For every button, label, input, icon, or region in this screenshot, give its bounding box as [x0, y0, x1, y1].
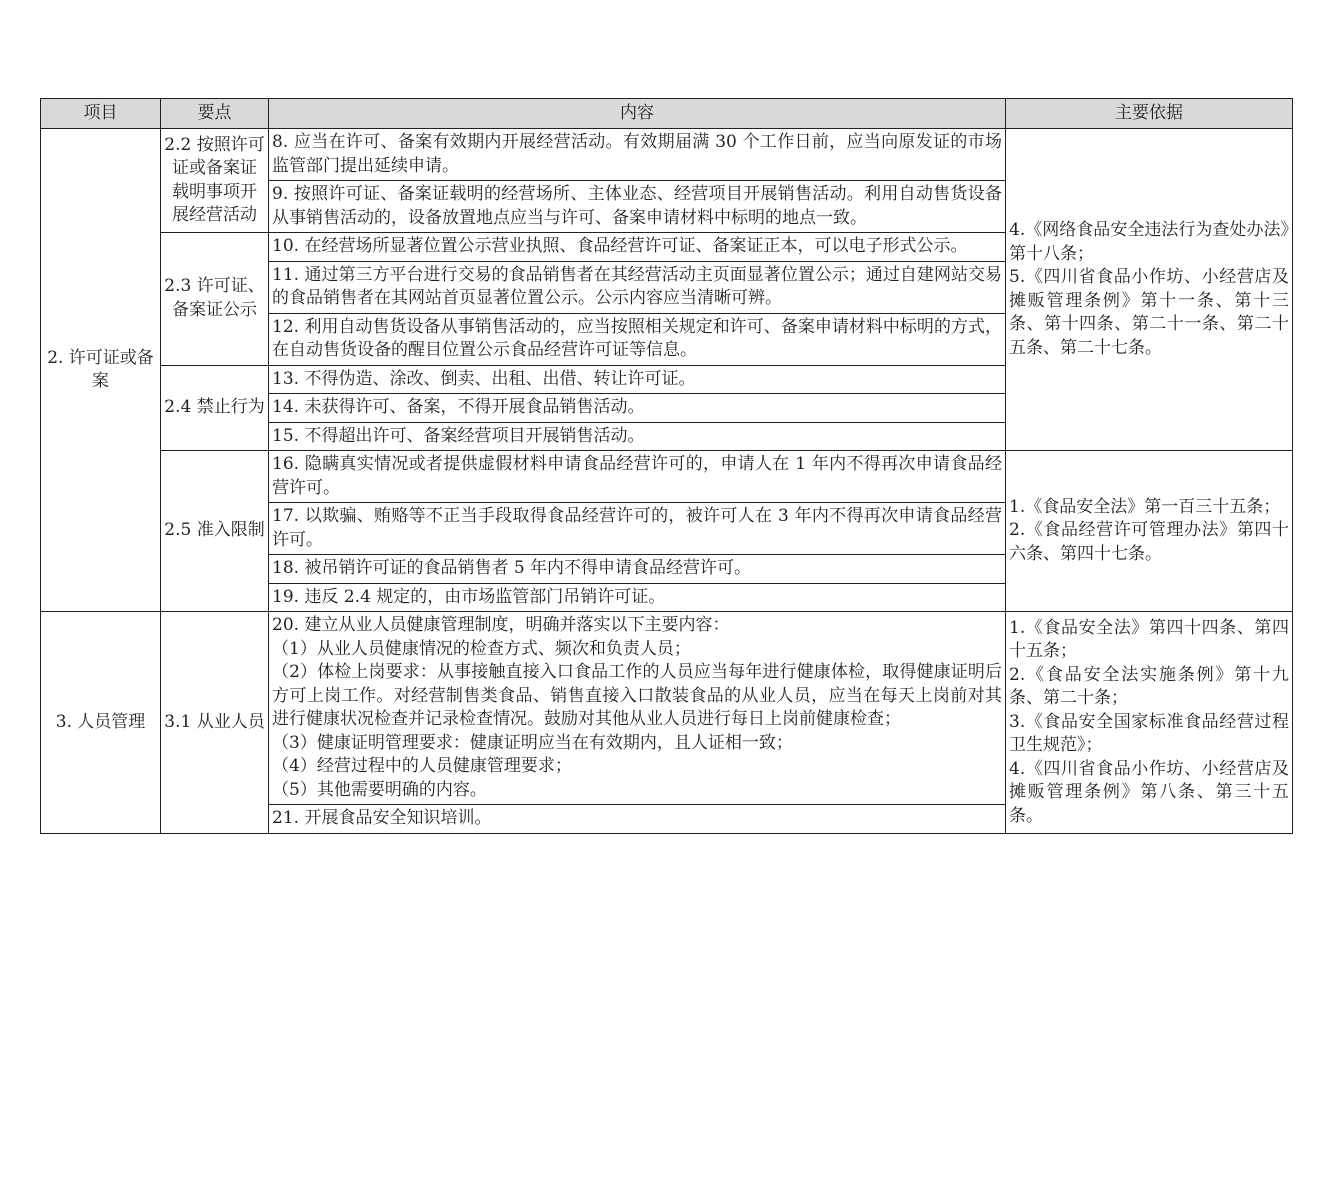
- content-line: （1）从业人员健康情况的检查方式、频次和负责人员；: [272, 638, 691, 659]
- point-cell: 2.2 按照许可证或备案证载明事项开展经营活动: [161, 129, 269, 233]
- content-cell: 21. 开展食品安全知识培训。: [269, 805, 1006, 834]
- table-row: [41, 129, 1293, 181]
- content-cell: 14. 未获得许可、备案，不得开展食品销售活动。: [269, 394, 1006, 423]
- content-cell: 10. 在经营场所显著位置公示营业执照、食品经营许可证、备案证正本，可以电子形式公示。: [269, 233, 1006, 262]
- table-row: [41, 451, 1293, 503]
- basis-line: 4.《网络食品安全违法行为查处办法》第十八条；: [1009, 220, 1289, 264]
- point-cell: 3.1 从业人员: [161, 612, 269, 834]
- content-cell: [269, 612, 1006, 805]
- content-line: （2）体检上岗要求：从事接触直接入口食品工作的人员应当每年进行健康体检，取得健康证明后方可上岗工作。对经营制售类食品、销售直接入口散装食品的从业人员，应当在每天上岗前对其进行健康状况检查并记录检查情况。鼓励对其他从业人员进行每日上岗前健康检查；: [272, 662, 1002, 729]
- basis-line: 2.《食品经营许可管理办法》第四十六条、第四十七条。: [1009, 520, 1289, 564]
- basis-line: 3.《食品安全国家标准食品经营过程卫生规范》；: [1009, 711, 1289, 755]
- basis-cell: [1006, 129, 1293, 451]
- content-line: （3）健康证明管理要求：健康证明应当在有效期内，且人证相一致；: [272, 732, 793, 753]
- header-content: 内容: [269, 99, 1006, 129]
- item-cell: 3. 人员管理: [41, 612, 161, 834]
- basis-cell: [1006, 612, 1293, 834]
- header-item: 项目: [41, 99, 161, 129]
- basis-line: 5.《四川省食品小作坊、小经营店及摊贩管理条例》第十一条、第十三条、第十四条、第二十一条、第二十五条、第二十七条。: [1009, 267, 1289, 358]
- table-row: [41, 612, 1293, 805]
- basis-cell: [1006, 451, 1293, 612]
- regulation-table: [40, 98, 1293, 834]
- header-row: [41, 99, 1293, 129]
- point-cell: 2.3 许可证、备案证公示: [161, 233, 269, 366]
- point-cell: 2.5 准入限制: [161, 451, 269, 612]
- basis-line: 1.《食品安全法》第一百三十五条；: [1009, 496, 1281, 517]
- content-cell: 15. 不得超出许可、备案经营项目开展销售活动。: [269, 422, 1006, 451]
- content-cell: 19. 违反 2.4 规定的，由市场监管部门吊销许可证。: [269, 583, 1006, 612]
- content-cell: 16. 隐瞒真实情况或者提供虚假材料申请食品经营许可的，申请人在 1 年内不得再次申请食品经营许可。: [269, 451, 1006, 503]
- basis-line: 1.《食品安全法》第四十四条、第四十五条；: [1009, 617, 1289, 661]
- basis-line: 2.《食品安全法实施条例》第十九条、第二十条；: [1009, 664, 1289, 708]
- content-cell: 8. 应当在许可、备案有效期内开展经营活动。有效期届满 30 个工作日前，应当向原发证的市场监管部门提出延续申请。: [269, 129, 1006, 181]
- item-cell: 2. 许可证或备案: [41, 129, 161, 612]
- content-cell: 12. 利用自动售货设备从事销售活动的，应当按照相关规定和许可、备案申请材料中标明的方式，在自动售货设备的醒目位置公示食品经营许可证等信息。: [269, 313, 1006, 365]
- content-cell: 17. 以欺骗、贿赂等不正当手段取得食品经营许可的，被许可人在 3 年内不得再次申请食品经营许可。: [269, 503, 1006, 555]
- content-cell: 9. 按照许可证、备案证载明的经营场所、主体业态、经营项目开展销售活动。利用自动售货设备从事销售活动的，设备放置地点应当与许可、备案申请材料中标明的地点一致。: [269, 181, 1006, 233]
- content-cell: 11. 通过第三方平台进行交易的食品销售者在其经营活动主页面显著位置公示；通过自建网站交易的食品销售者在其网站首页显著位置公示。公示内容应当清晰可辨。: [269, 261, 1006, 313]
- content-cell: 13. 不得伪造、涂改、倒卖、出租、出借、转让许可证。: [269, 365, 1006, 394]
- header-basis: 主要依据: [1006, 99, 1293, 129]
- content-line: 20. 建立从业人员健康管理制度，明确并落实以下主要内容：: [272, 615, 730, 635]
- content-cell: 18. 被吊销许可证的食品销售者 5 年内不得申请食品经营许可。: [269, 555, 1006, 584]
- point-cell: 2.4 禁止行为: [161, 365, 269, 451]
- content-line: （4）经营过程中的人员健康管理要求；: [272, 756, 572, 776]
- header-point: 要点: [161, 99, 269, 129]
- content-line: （5）其他需要明确的内容。: [272, 779, 487, 800]
- basis-line: 4.《四川省食品小作坊、小经营店及摊贩管理条例》第八条、第三十五条。: [1009, 758, 1289, 826]
